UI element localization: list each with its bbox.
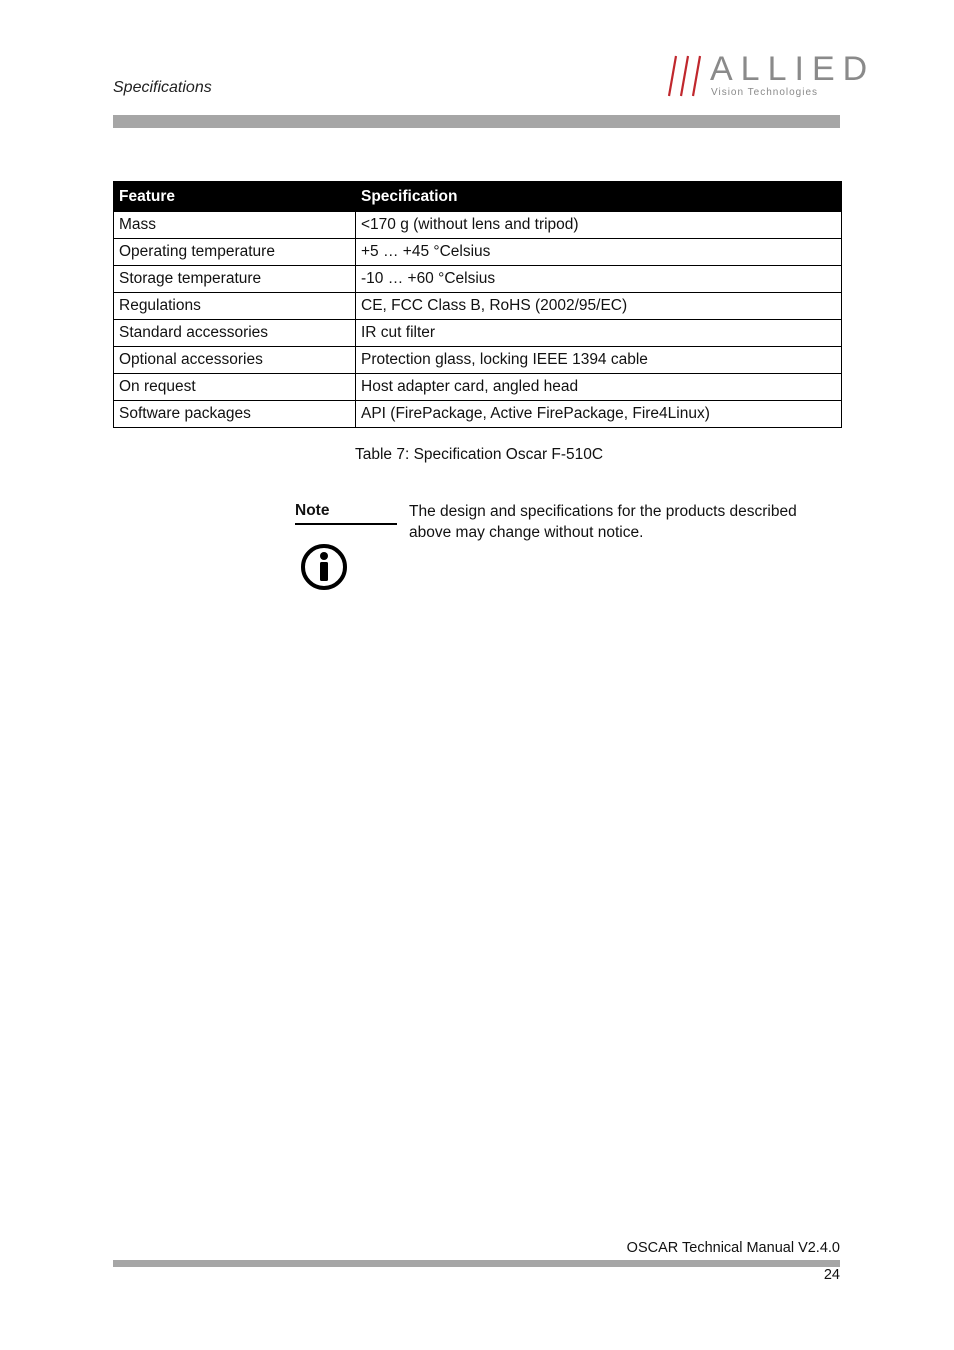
feature-cell: Standard accessories [114, 320, 356, 347]
logo-tagline: Vision Technologies [711, 87, 819, 98]
specification-cell: Host adapter card, angled head [356, 374, 842, 401]
table-row [114, 374, 842, 401]
table-row [114, 266, 842, 293]
feature-cell: Mass [114, 212, 356, 239]
footer-manual-title: OSCAR Technical Manual V2.4.0 [626, 1240, 840, 1256]
feature-cell: Operating temperature [114, 239, 356, 266]
specification-cell: <170 g (without lens and tripod) [356, 212, 842, 239]
specification-cell: -10 … +60 °Celsius [356, 266, 842, 293]
table-caption: Table 7: Specification Oscar F-510C [355, 446, 604, 463]
feature-cell: Optional accessories [114, 347, 356, 374]
specification-cell: +5 … +45 °Celsius [356, 239, 842, 266]
table-row [114, 239, 842, 266]
table-row [114, 212, 842, 239]
footer-divider [113, 1260, 840, 1267]
page-number: 24 [823, 1267, 840, 1283]
feature-cell: Regulations [114, 293, 356, 320]
table-header-row [114, 182, 842, 212]
feature-cell: Software packages [114, 401, 356, 428]
note-text: The design and specifications for the products described above may change without notice. [409, 503, 797, 541]
logo-wordmark: ALLIED [710, 50, 876, 88]
table-row [114, 347, 842, 374]
specification-cell: IR cut filter [356, 320, 842, 347]
info-icon [300, 543, 348, 591]
note-label: Note [295, 502, 397, 525]
allied-logo [666, 50, 876, 100]
table-row [114, 320, 842, 347]
table-row [114, 401, 842, 428]
feature-cell: On request [114, 374, 356, 401]
specification-cell: API (FirePackage, Active FirePackage, Fire4Linux) [356, 401, 842, 428]
section-title: Specifications [113, 79, 212, 96]
logo-slashes-icon [666, 54, 710, 98]
feature-cell: Storage temperature [114, 266, 356, 293]
spec-table [113, 181, 842, 428]
column-header-specification: Specification [356, 182, 842, 212]
specification-cell: Protection glass, locking IEEE 1394 cable [356, 347, 842, 374]
specification-cell: CE, FCC Class B, RoHS (2002/95/EC) [356, 293, 842, 320]
header-divider [113, 115, 840, 128]
column-header-feature: Feature [114, 182, 356, 212]
table-row [114, 293, 842, 320]
